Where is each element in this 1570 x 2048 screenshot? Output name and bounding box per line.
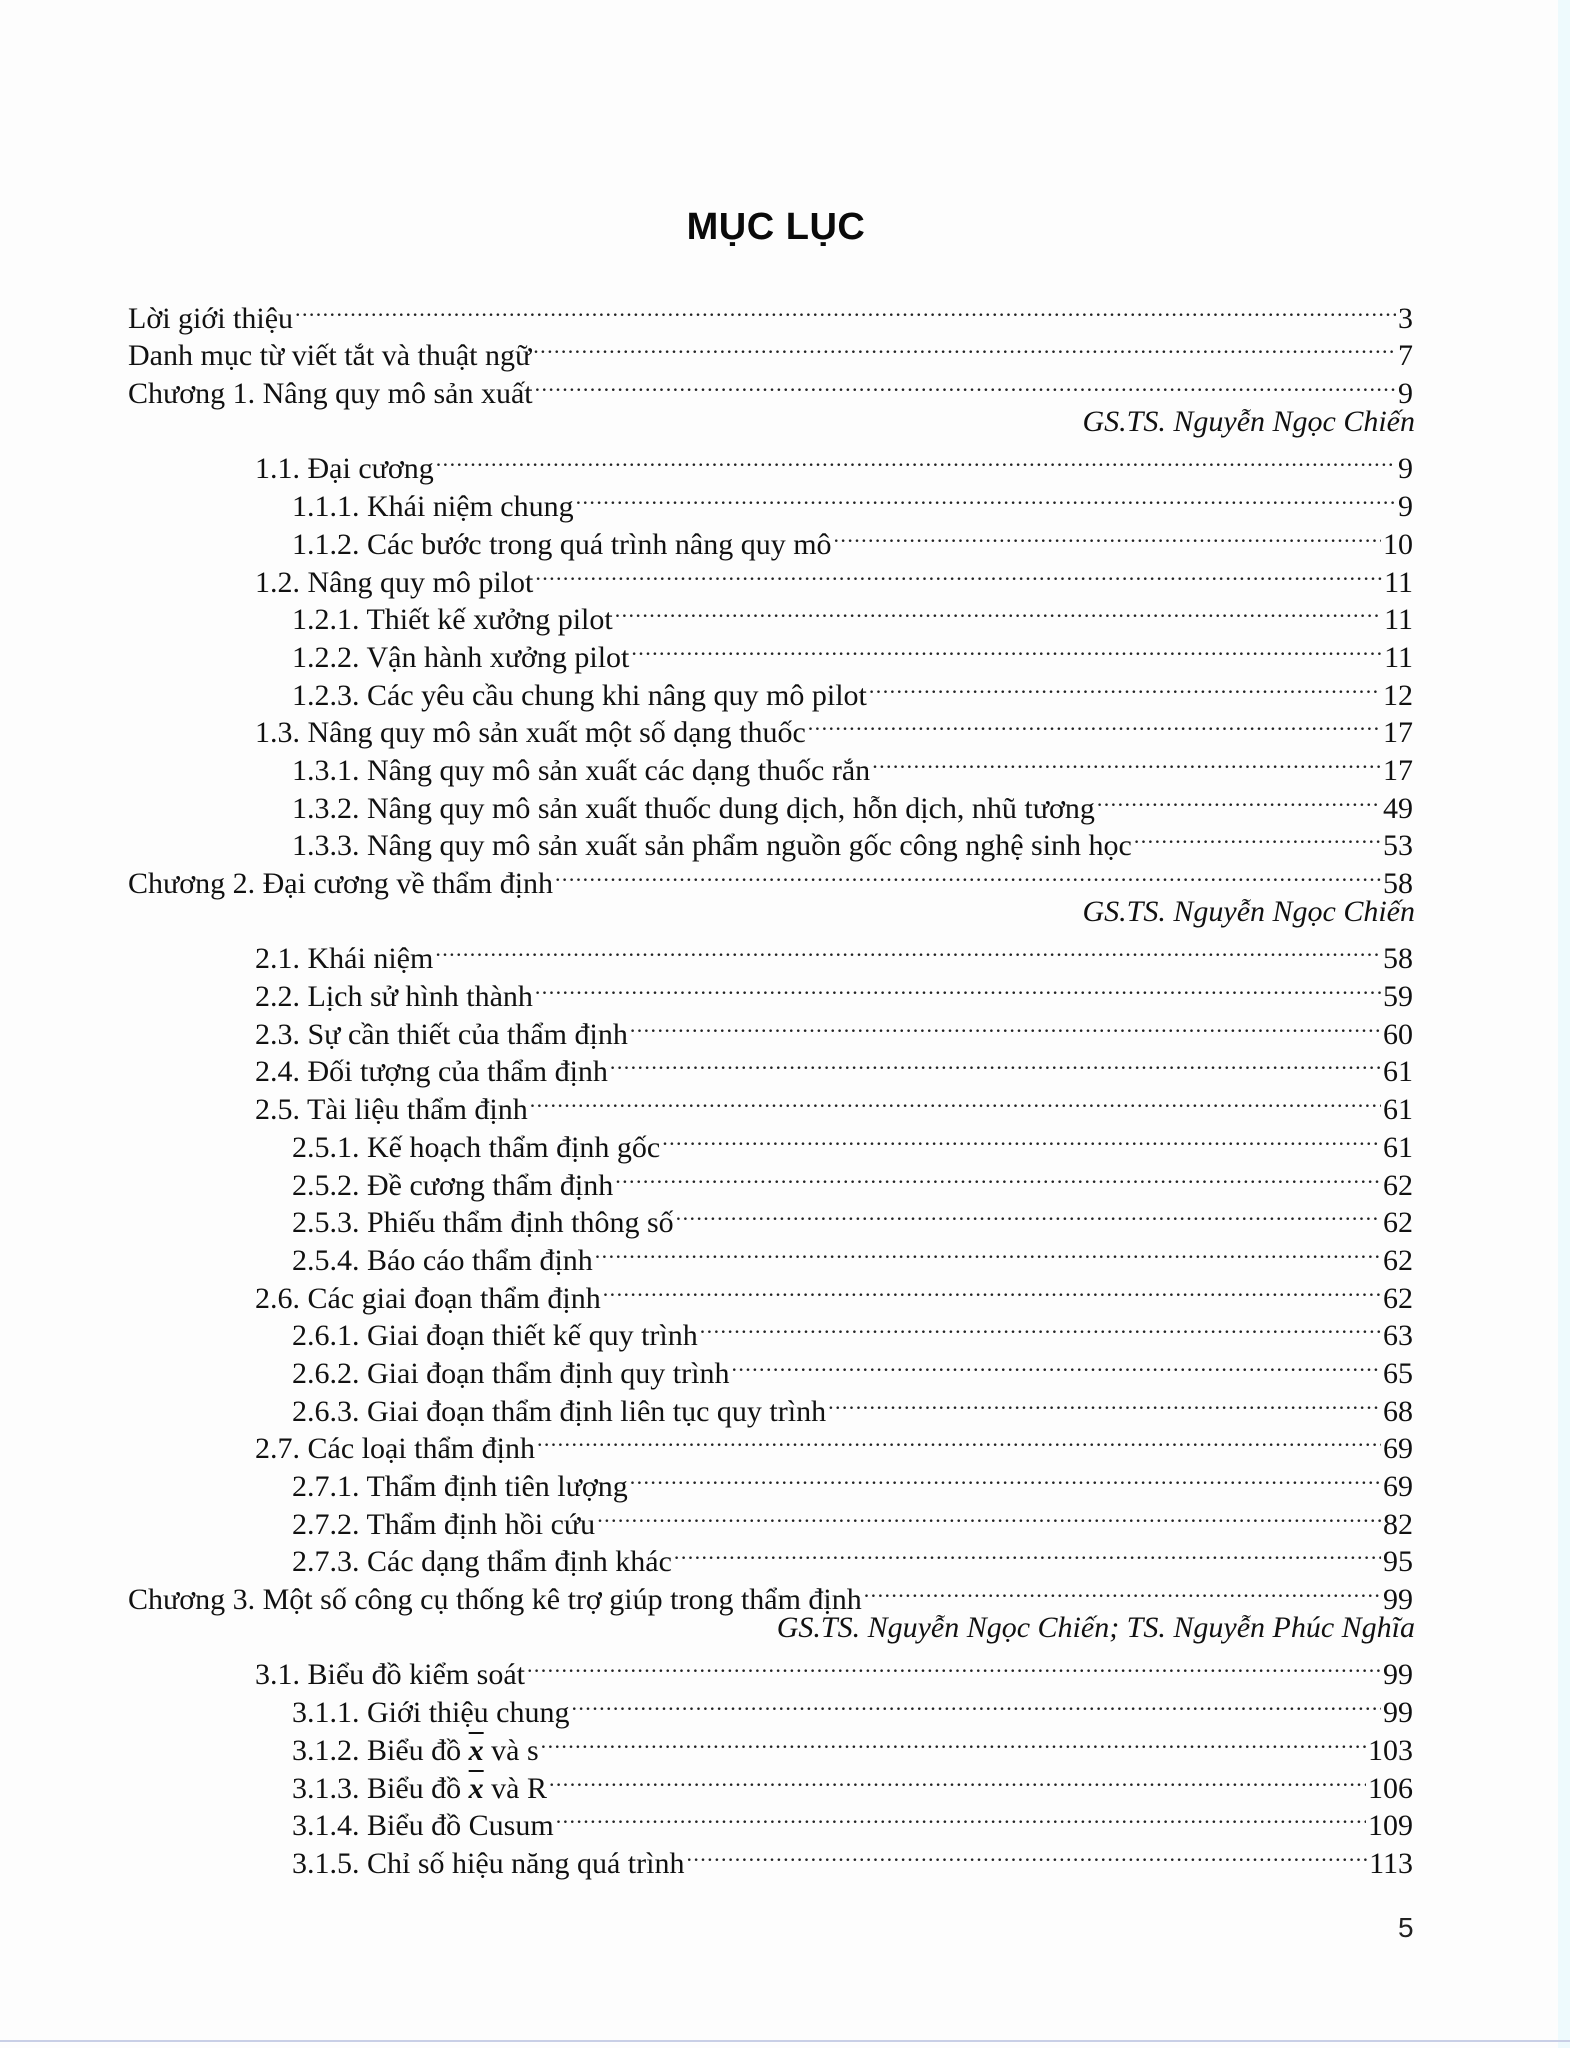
toc-section[interactable] (255, 441, 1413, 486)
toc-entry-label: 3.1. Biểu đồ kiểm soát (255, 1658, 525, 1692)
toc-row (0, 1609, 1570, 1647)
toc-entry-page: 106 (1368, 1771, 1413, 1805)
toc-subsection[interactable] (292, 818, 1413, 863)
dot-leader (686, 1835, 1367, 1873)
dot-leader (537, 1421, 1381, 1459)
chapter-author: GS.TS. Nguyễn Ngọc Chiến (1082, 895, 1415, 928)
toc-entry-page: 7 (1398, 339, 1413, 373)
toc-entry-page: 11 (1384, 603, 1413, 637)
toc-entry-label: 1.3. Nâng quy mô sản xuất một số dạng thuốc (255, 716, 806, 750)
toc-subsection[interactable] (292, 516, 1413, 561)
page-title: MỤC LỤC (686, 206, 866, 248)
dot-leader (631, 629, 1382, 667)
toc-subsection[interactable] (292, 1232, 1413, 1277)
toc-subsection[interactable] (292, 1798, 1413, 1843)
toc-entry-page: 3 (1398, 301, 1413, 335)
toc-section[interactable] (255, 968, 1413, 1014)
dot-leader (630, 1006, 1381, 1044)
dot-leader (535, 968, 1381, 1006)
toc-subsection[interactable] (292, 1383, 1413, 1428)
toc-entry-label: 1.3.3. Nâng quy mô sản xuất sản phẩm nguồn gốc công nghệ sinh học (292, 829, 1132, 863)
x-bar-symbol: $\overline{x}$ (468, 1733, 484, 1767)
toc-entry-page: 62 (1383, 1243, 1413, 1277)
toc-entry-page: 103 (1368, 1733, 1413, 1767)
toc-row (0, 478, 1570, 524)
toc-entry-label: 3.1.5. Chỉ số hiệu năng quá trình (292, 1846, 685, 1880)
dot-leader (615, 1157, 1381, 1195)
label-prefix: 3.1.3. Biểu đồ (292, 1771, 469, 1805)
toc-row (0, 1270, 1570, 1315)
toc-entry-label: 1.2. Nâng quy mô pilot (255, 565, 534, 599)
toc-row (0, 1534, 1570, 1579)
toc-entry-page: 58 (1383, 867, 1413, 900)
toc-row (0, 554, 1570, 599)
toc-row (0, 441, 1570, 486)
toc-entry-page: 113 (1369, 1846, 1413, 1880)
toc-row (0, 1232, 1570, 1277)
toc-row (0, 629, 1570, 674)
toc-entry-label: 2.5.4. Báo cáo thẩm định (292, 1243, 593, 1277)
toc-section[interactable] (255, 931, 1413, 976)
dot-leader (597, 1496, 1381, 1534)
toc-row (0, 968, 1570, 1014)
toc-chapter[interactable] (128, 855, 1413, 900)
toc-entry-page: 82 (1383, 1507, 1413, 1541)
toc-entry-page: 17 (1383, 716, 1413, 750)
dot-leader (662, 1119, 1381, 1157)
toc-entry-page: 68 (1383, 1394, 1413, 1428)
toc-entry-page: 11 (1384, 565, 1413, 599)
dot-leader (869, 667, 1381, 705)
toc-entry-label: 2.7.2. Thẩm định hồi cứu (292, 1507, 596, 1541)
table-of-contents (0, 290, 1570, 1880)
toc-subsection[interactable] (292, 1684, 1413, 1730)
dot-leader (436, 441, 1396, 479)
toc-entry-page: 10 (1383, 527, 1413, 561)
dot-leader (872, 742, 1381, 780)
toc-row (0, 893, 1570, 931)
toc-row (0, 1081, 1570, 1127)
page-number: 5 (1398, 1912, 1414, 1943)
toc-row (0, 290, 1570, 335)
toc-entry-label: Chương 3. Một số công cụ thống kê trợ giúp trong thẩm định (128, 1583, 862, 1617)
dot-leader (572, 1684, 1382, 1722)
toc-entry-page: 9 (1398, 490, 1413, 524)
toc-row (0, 705, 1570, 750)
toc-row (0, 742, 1570, 787)
toc-entry-label: 1.2.2. Vận hành xưởng pilot (292, 640, 630, 674)
toc-entry-label: 1.1.1. Khái niệm chung (292, 490, 574, 524)
toc-row (0, 1496, 1570, 1541)
toc-entry-label: 3.1.1. Giới thiệu chung (292, 1696, 570, 1730)
dot-leader (603, 1270, 1381, 1308)
toc-entry-label: 2.6.3. Giai đoạn thẩm định liên tục quy trình (292, 1394, 827, 1428)
toc-entry-label: 2.7. Các loại thẩm định (255, 1432, 535, 1466)
toc-entry-page: 11 (1384, 640, 1413, 674)
toc-subsection[interactable] (292, 629, 1413, 674)
toc-entry-page: 99 (1383, 1696, 1413, 1730)
dot-leader (834, 516, 1381, 554)
toc-chapter[interactable] (128, 365, 1413, 411)
toc-row (0, 592, 1570, 637)
toc-entry-label: 1.3.1. Nâng quy mô sản xuất các dạng thuốc rắn (292, 753, 871, 787)
toc-row (0, 1345, 1570, 1390)
dot-leader (541, 1722, 1366, 1760)
toc-entry-label: Lời giới thiệu (128, 301, 294, 335)
toc-row (0, 1571, 1570, 1617)
toc-subsection[interactable] (292, 1345, 1413, 1390)
toc-row (0, 1157, 1570, 1202)
dot-leader (615, 592, 1382, 630)
label-suffix: và R (483, 1771, 547, 1805)
toc-subsection[interactable] (292, 1157, 1413, 1202)
toc-entry-label: 3.1.4. Biểu đồ Cusum (292, 1809, 554, 1843)
toc-entry-label: Chương 1. Nâng quy mô sản xuất (128, 377, 533, 411)
toc-section[interactable] (255, 1270, 1413, 1315)
toc-entry-page: 63 (1383, 1319, 1413, 1353)
toc-entry[interactable] (128, 328, 1413, 373)
toc-entry-page: 99 (1383, 1583, 1413, 1617)
toc-row (0, 1722, 1570, 1767)
toc-entry-page: 95 (1383, 1545, 1413, 1579)
toc-subsection[interactable] (292, 1722, 1413, 1767)
toc-row (0, 818, 1570, 863)
toc-row (0, 516, 1570, 561)
toc-entry-label: 2.1. Khái niệm (255, 942, 434, 976)
toc-entry-label: Danh mục từ viết tắt và thuật ngữ (128, 339, 532, 373)
toc-entry-page: 61 (1383, 1093, 1413, 1127)
dot-leader (576, 478, 1396, 516)
chapter-author: GS.TS. Nguyễn Ngọc Chiến; TS. Nguyễn Phúc Nghĩa (776, 1611, 1415, 1645)
toc-entry-page: 58 (1383, 942, 1413, 976)
label-prefix: 3.1.2. Biểu đồ (292, 1733, 469, 1767)
toc-entry-page: 69 (1383, 1432, 1413, 1466)
toc-entry-page: 62 (1383, 1206, 1413, 1240)
dot-leader (610, 1044, 1381, 1082)
dot-leader (527, 1647, 1381, 1685)
toc-entry-page: 17 (1383, 753, 1413, 787)
toc-row (0, 328, 1570, 373)
dot-leader (535, 554, 1382, 592)
toc-row (0, 1684, 1570, 1730)
toc-entry-label: 1.1. Đại cương (255, 452, 434, 486)
toc-section[interactable] (255, 1081, 1413, 1127)
toc-subsection[interactable] (292, 1534, 1413, 1579)
toc-section[interactable] (255, 554, 1413, 599)
toc-entry-label: Chương 2. Đại cương về thẩm định (128, 867, 554, 900)
toc-entry-page: 61 (1383, 1055, 1413, 1089)
toc-row (0, 1798, 1570, 1843)
toc-entry-page: 60 (1383, 1017, 1413, 1051)
toc-row (0, 855, 1570, 900)
toc-subsection[interactable] (292, 1760, 1413, 1805)
toc-entry-page: 99 (1383, 1658, 1413, 1692)
dot-leader (630, 1458, 1381, 1496)
toc-row (0, 931, 1570, 976)
toc-subsection[interactable] (292, 478, 1413, 524)
toc-subsection[interactable] (292, 1835, 1413, 1880)
dot-leader (731, 1345, 1381, 1383)
toc-entry-label: 2.5.3. Phiếu thẩm định thông số (292, 1206, 674, 1240)
toc-row (0, 1044, 1570, 1089)
toc-section[interactable] (255, 705, 1413, 750)
toc-row (0, 1006, 1570, 1051)
toc-entry-label: 2.5. Tài liệu thẩm định (255, 1093, 528, 1127)
dot-leader (295, 290, 1396, 328)
toc-entry-label: 2.6.1. Giai đoạn thiết kế quy trình (292, 1319, 698, 1353)
toc-row (0, 780, 1570, 825)
toc-row (0, 1421, 1570, 1466)
toc-subsection[interactable] (292, 1308, 1413, 1353)
toc-entry-label: 2.5.1. Kế hoạch thẩm định gốc (292, 1130, 661, 1164)
toc-entry-page: 9 (1398, 377, 1413, 411)
toc-subsection[interactable] (292, 1195, 1413, 1240)
label-suffix: và s (483, 1733, 539, 1767)
toc-entry-label: 1.3.2. Nâng quy mô sản xuất thuốc dung dịch, hỗn dịch, nhũ tương (292, 791, 1095, 825)
toc-row (0, 1195, 1570, 1240)
dot-leader (595, 1232, 1381, 1270)
toc-entry-label: 2.4. Đối tượng của thẩm định (255, 1055, 608, 1089)
toc-entry-label: 2.6.2. Giai đoạn thẩm định quy trình (292, 1356, 730, 1390)
toc-entry-label: 2.5.2. Đề cương thẩm định (292, 1168, 614, 1202)
toc-row (0, 667, 1570, 712)
toc-entry-label: 2.6. Các giai đoạn thẩm định (255, 1281, 601, 1315)
dot-leader (1134, 818, 1381, 856)
toc-entry-page: 109 (1368, 1809, 1413, 1843)
toc-entry-label: 2.7.3. Các dạng thẩm định khác (292, 1545, 672, 1579)
toc-entry-page: 69 (1383, 1470, 1413, 1503)
toc-subsection[interactable] (292, 742, 1413, 787)
dot-leader (555, 855, 1381, 893)
toc-entry-label: 2.7.1. Thẩm định tiên lượng (292, 1470, 628, 1503)
dot-leader (530, 1081, 1381, 1119)
dot-leader (535, 365, 1396, 403)
toc-row (0, 1760, 1570, 1805)
toc-chapter[interactable] (128, 1571, 1413, 1617)
toc-entry-page: 12 (1383, 678, 1413, 712)
toc-entry-label: 2.3. Sự cần thiết của thẩm định (255, 1017, 628, 1051)
dot-leader (864, 1571, 1381, 1609)
toc-row (0, 1458, 1570, 1503)
toc-subsection[interactable] (292, 592, 1413, 637)
dot-leader (808, 705, 1381, 743)
toc-subsection[interactable] (292, 780, 1413, 825)
toc-entry-label: 2.2. Lịch sử hình thành (255, 980, 533, 1014)
dot-leader (1097, 780, 1381, 818)
toc-row (0, 1835, 1570, 1880)
toc-row (0, 403, 1570, 441)
x-bar-symbol: $\overline{x}$ (468, 1771, 484, 1805)
toc-subsection[interactable] (292, 1496, 1413, 1541)
dot-leader (549, 1760, 1366, 1798)
toc-section[interactable] (255, 1044, 1413, 1089)
toc-section[interactable] (255, 1421, 1413, 1466)
toc-entry-page: 59 (1383, 980, 1413, 1014)
toc-section[interactable] (255, 1647, 1413, 1692)
toc-entry-page: 9 (1398, 452, 1413, 486)
toc-entry-label: 1.2.1. Thiết kế xưởng pilot (292, 603, 613, 637)
dot-leader (700, 1308, 1381, 1346)
toc-entry-label: 1.1.2. Các bước trong quá trình nâng quy mô (292, 527, 832, 561)
toc-entry-page: 49 (1383, 791, 1413, 825)
toc-entry-page: 61 (1383, 1130, 1413, 1164)
toc-entry-page: 53 (1383, 829, 1413, 863)
toc-entry[interactable] (128, 290, 1413, 335)
dot-leader (533, 328, 1396, 366)
toc-subsection[interactable] (292, 1119, 1413, 1164)
toc-subsection[interactable] (292, 1458, 1413, 1503)
toc-entry-page: 65 (1383, 1356, 1413, 1390)
toc-section[interactable] (255, 1006, 1413, 1051)
toc-row (0, 1647, 1570, 1692)
dot-leader (828, 1383, 1381, 1421)
toc-entry-label: 1.2.3. Các yêu cầu chung khi nâng quy mô pilot (292, 678, 867, 712)
dot-leader (676, 1195, 1381, 1233)
dot-leader (556, 1798, 1366, 1836)
chapter-author: GS.TS. Nguyễn Ngọc Chiến (1082, 405, 1415, 439)
toc-entry-page: 62 (1383, 1281, 1413, 1315)
dot-leader (435, 931, 1381, 969)
toc-row (0, 1383, 1570, 1428)
scan-bottom-line (0, 2040, 1570, 2042)
toc-subsection[interactable] (292, 667, 1413, 712)
dot-leader (674, 1534, 1381, 1572)
toc-row (0, 1119, 1570, 1164)
toc-row (0, 365, 1570, 411)
toc-entry-page: 62 (1383, 1168, 1413, 1202)
toc-row (0, 1308, 1570, 1353)
